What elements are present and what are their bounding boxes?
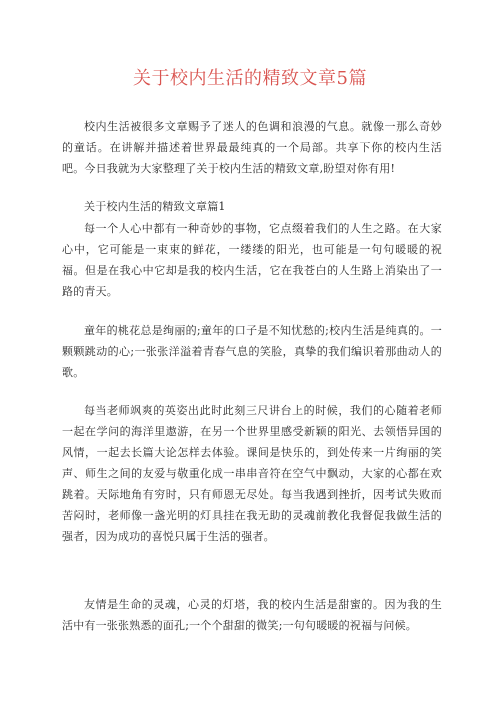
paragraph-text: 每当老师飒爽的英姿出此时此刻三尺讲台上的时候，我们的心随着老师一起在学问的海洋里遨游，在另一个世界里感受新颖的阳光、去领悟异国的风情，一起去长篇大论怎样去体验。课间是快乐的，到处传来一片绚丽的笑声、师生之间的友爱与敬重化成一串串音符在空气中飘动，大家的心都在欢跳着。天际地角有穷时，只有师恩无尽处。每当我遇到挫折，因考试失败而苦闷时，老师像一盏光明的灯具挂在我无助的灵魂前教化我督促我做生活的强者，因为成功的喜悦只属于生活的强者。 [62, 404, 442, 543]
section-heading [62, 196, 442, 217]
body-paragraph-1 [62, 218, 442, 302]
body-paragraph-4 [62, 594, 442, 636]
section-heading-text: 关于校内生活的精致文章篇1 [84, 200, 226, 213]
intro-paragraph [62, 116, 442, 179]
page-title: 关于校内生活的精致文章5篇 [133, 68, 367, 89]
paragraph-text: 童年的桃花总是绚丽的;童年的口子是不知忧愁的;校内生活是纯真的。一颗颗跳动的心;一张张洋溢着青春气息的笑脸，真挚的我们编识着那曲动人的歌。 [62, 324, 442, 379]
intro-text: 校内生活被很多文章赐予了迷人的色调和浪漫的气息。就像一那么奇妙的童话。在讲解并描述着世界最最纯真的一个局部。共享下你的校内生活吧。今日我就为大家整理了关于校内生活的精致文章,盼望对你有用! [62, 120, 442, 175]
paragraph-text: 每一个人心中都有一种奇妙的事物，它点缀着我们的人生之路。在大家心中，它可能是一束束的鲜花，一缕缕的阳光，也可能是一句句暖暖的祝福。但是在我心中它却是我的校内生活，它在我苍白的人生路上消染出了一路的青天。 [62, 222, 442, 298]
body-paragraph-3 [62, 400, 442, 547]
paragraph-text: 友情是生命的灵魂，心灵的灯塔，我的校内生活是甜蜜的。因为我的生活中有一张张熟悉的面孔;一个个甜甜的微笑;一句句暖暖的祝福与问候。 [62, 598, 442, 632]
body-paragraph-2 [62, 320, 442, 383]
